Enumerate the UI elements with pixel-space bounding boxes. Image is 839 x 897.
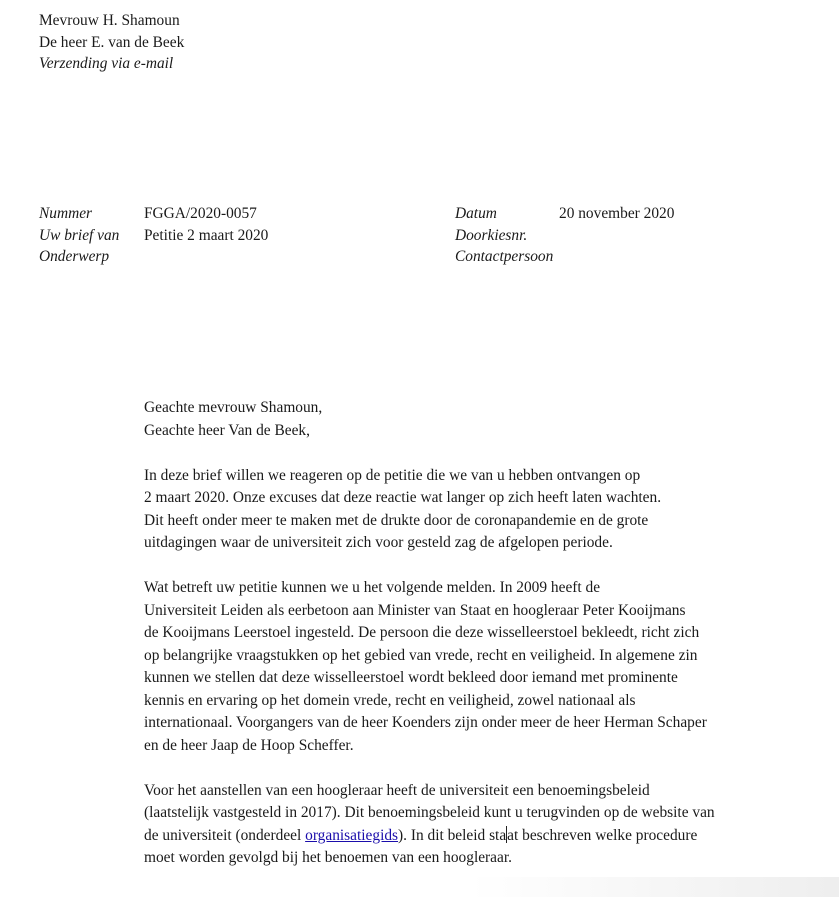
p3-line3-after-b: at beschreven welke procedure (507, 826, 698, 844)
value-doorkiesnr (559, 225, 674, 247)
p1-line: In deze brief willen we reageren op de petitie die we van u hebben ontvangen op (144, 466, 641, 484)
meta-left-values (144, 203, 268, 268)
salutation-2: Geachte heer Van de Beek, (144, 421, 310, 439)
paragraph-3 (144, 780, 784, 870)
label-onderwerp: Onderwerp (39, 248, 110, 265)
value-datum: 20 november 2020 (559, 205, 675, 222)
meta-right-labels (455, 203, 553, 268)
p3-line: Voor het aanstellen van een hoogleraar heeft de universiteit een benoemingsbeleid (144, 781, 650, 799)
p1-line: uitdagingen waar de universiteit zich voor gesteld zag de afgelopen periode. (144, 534, 613, 551)
recipient-name-1: Mevrouw H. Shamoun (39, 12, 180, 29)
value-uw-brief-van: Petitie 2 maart 2020 (144, 226, 269, 244)
paragraph-1 (144, 465, 784, 555)
paragraph-2 (144, 577, 784, 757)
p2-line: kennis en ervaring op het domein vrede, recht en veiligheid, zowel nationaal als (144, 691, 636, 709)
label-doorkiesnr: Doorkiesnr. (455, 226, 528, 244)
salutation-1: Geachte mevrouw Shamoun, (144, 399, 323, 416)
p2-line: de Kooijmans Leerstoel ingesteld. De persoon die deze wisselleerstoel bekleedt, richt zich (144, 624, 700, 641)
page-edge-shadow (470, 877, 839, 897)
label-contactpersoon: Contactpersoon (455, 248, 554, 265)
value-onderwerp (144, 246, 268, 268)
p2-line: en de heer Jaap de Hoop Scheffer. (144, 736, 354, 754)
label-datum: Datum (455, 205, 497, 222)
p2-line: Wat betreft uw petitie kunnen we u het volgende melden. In 2009 heeft de (144, 579, 601, 596)
p3-line-with-link (144, 825, 784, 848)
letter-body (144, 397, 784, 870)
p2-line: Universiteit Leiden als eerbetoon aan Minister van Staat en hoogleraar Peter Kooijmans (144, 601, 686, 619)
label-uw-brief-van: Uw brief van (39, 226, 120, 244)
recipient-block (39, 10, 184, 75)
recipient-name-2: De heer E. van de Beek (39, 33, 185, 51)
p2-line: kunnen we stellen dat deze wisselleerstoel wordt bekleed door iemand met prominente (144, 669, 678, 686)
meta-right-values (559, 203, 674, 268)
p3-line3-before: de universiteit (onderdeel (144, 826, 306, 844)
p2-line: internationaal. Voorgangers van de heer Koenders zijn onder meer de heer Herman Schaper (144, 714, 707, 731)
p1-line: 2 maart 2020. Onze excuses dat deze reactie wat langer op zich heeft laten wachten. (144, 489, 662, 506)
p2-line: op belangrijke vraagstukken op het gebied van vrede, recht en veiligheid. In algemene zin (144, 646, 698, 664)
organisatiegids-link[interactable]: organisatiegids (305, 826, 399, 844)
p3-line: moet worden gevolgd bij het benoemen van een hoogleraar. (144, 849, 512, 866)
delivery-method: Verzending via e-mail (39, 55, 174, 72)
p3-line: (laatstelijk vastgesteld in 2017). Dit benoemingsbeleid kunt u terugvinden op de website van (144, 804, 715, 821)
p1-line: Dit heeft onder meer te maken met de drukte door de coronapandemie en de grote (144, 511, 649, 529)
value-nummer: FGGA/2020-0057 (144, 205, 257, 222)
value-contactpersoon (559, 246, 674, 268)
p3-line3-after-a: ). In dit beleid sta (398, 826, 507, 844)
label-nummer: Nummer (39, 205, 93, 222)
meta-left-labels (39, 203, 119, 268)
